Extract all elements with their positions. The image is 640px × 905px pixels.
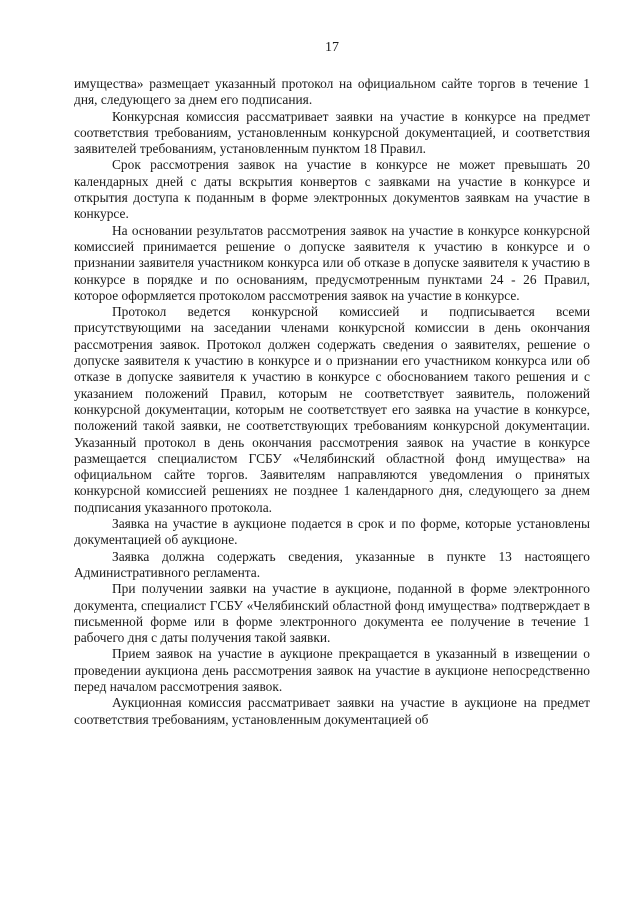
paragraph-protocol-publication: имущества» размещает указанный протокол на официальном сайте торгов в течение 1 дня, следующего за днем его подписания. bbox=[74, 76, 590, 108]
document-page bbox=[74, 40, 590, 728]
paragraph-electronic-application-receipt: При получении заявки на участие в аукционе, поданной в форме электронного документа, специалист ГСБУ «Челябинский областной фонд имущества» подтверждает в письменной форме или в форме электронного документа ее получение в течение 1 рабочего дня с даты получения такой заявки. bbox=[74, 581, 590, 646]
paragraph-admission-decision: На основании результатов рассмотрения заявок на участие в конкурсе конкурсной комиссией принимается решение о допуске заявителя к участию в конкурсе и о признании заявителя участником конкурса или об отказе в допуске заявителя к участию в конкурсе в порядке и по основаниям, предусмотренным пунктами 24 - 26 Правил, которое оформляется протоколом рассмотрения заявок на участие в конкурсе. bbox=[74, 222, 590, 303]
paragraph-application-acceptance-end: Прием заявок на участие в аукционе прекращается в указанный в извещении о проведении аукциона день рассмотрения заявок на участие в аукционе непосредственно перед началом рассмотрения заявок. bbox=[74, 646, 590, 694]
paragraph-review-period: Срок рассмотрения заявок на участие в конкурсе не может превышать 20 календарных дней с даты вскрытия конвертов с заявками на участие в конкурсе и открытия доступа к поданным в форме электронных документов заявкам на участие в конкурсе. bbox=[74, 157, 590, 222]
paragraph-protocol-content: Протокол ведется конкурсной комиссией и подписывается всеми присутствующими на заседании членами конкурсной комиссии в день окончания рассмотрения заявок. Протокол должен содержать сведения о заявителях, решение о допуске заявителя к участию в конкурсе и о признании его участником конкурса или об отказе в допуске заявителя к участию в конкурсе с обоснованием такого решения и с указанием положений Правил, которым не соответствует заявитель, положений конкурсной документации, которым не соответствует его заявка на участие в конкурсе, положений такой заявки, не соответствующих требованиям конкурсной документации. Указанный протокол в день окончания рассмотрения заявок на участие в конкурсе размещается специалистом ГСБУ «Челябинский областной фонд имущества» на официальном сайте торгов. Заявителям направляются уведомления о принятых конкурсной комиссией решениях не позднее 1 календарного дня, следующего за днем подписания указанного протокола. bbox=[74, 304, 590, 515]
paragraph-auction-application-submission: Заявка на участие в аукционе подается в срок и по форме, которые установлены документацией об аукционе. bbox=[74, 516, 590, 548]
paragraph-auction-commission-review: Аукционная комиссия рассматривает заявки на участие в аукционе на предмет соответствия требованиям, установленным документацией об bbox=[74, 695, 590, 727]
paragraph-application-contents: Заявка должна содержать сведения, указанные в пункте 13 настоящего Административного регламента. bbox=[74, 548, 590, 580]
paragraph-competition-commission-review: Конкурсная комиссия рассматривает заявки на участие в конкурсе на предмет соответствия требованиям, установленным конкурсной документацией, и соответствия заявителей требованиям, установленным пунктом 18 Правил. bbox=[74, 108, 590, 157]
page-number: 17 bbox=[325, 40, 339, 55]
